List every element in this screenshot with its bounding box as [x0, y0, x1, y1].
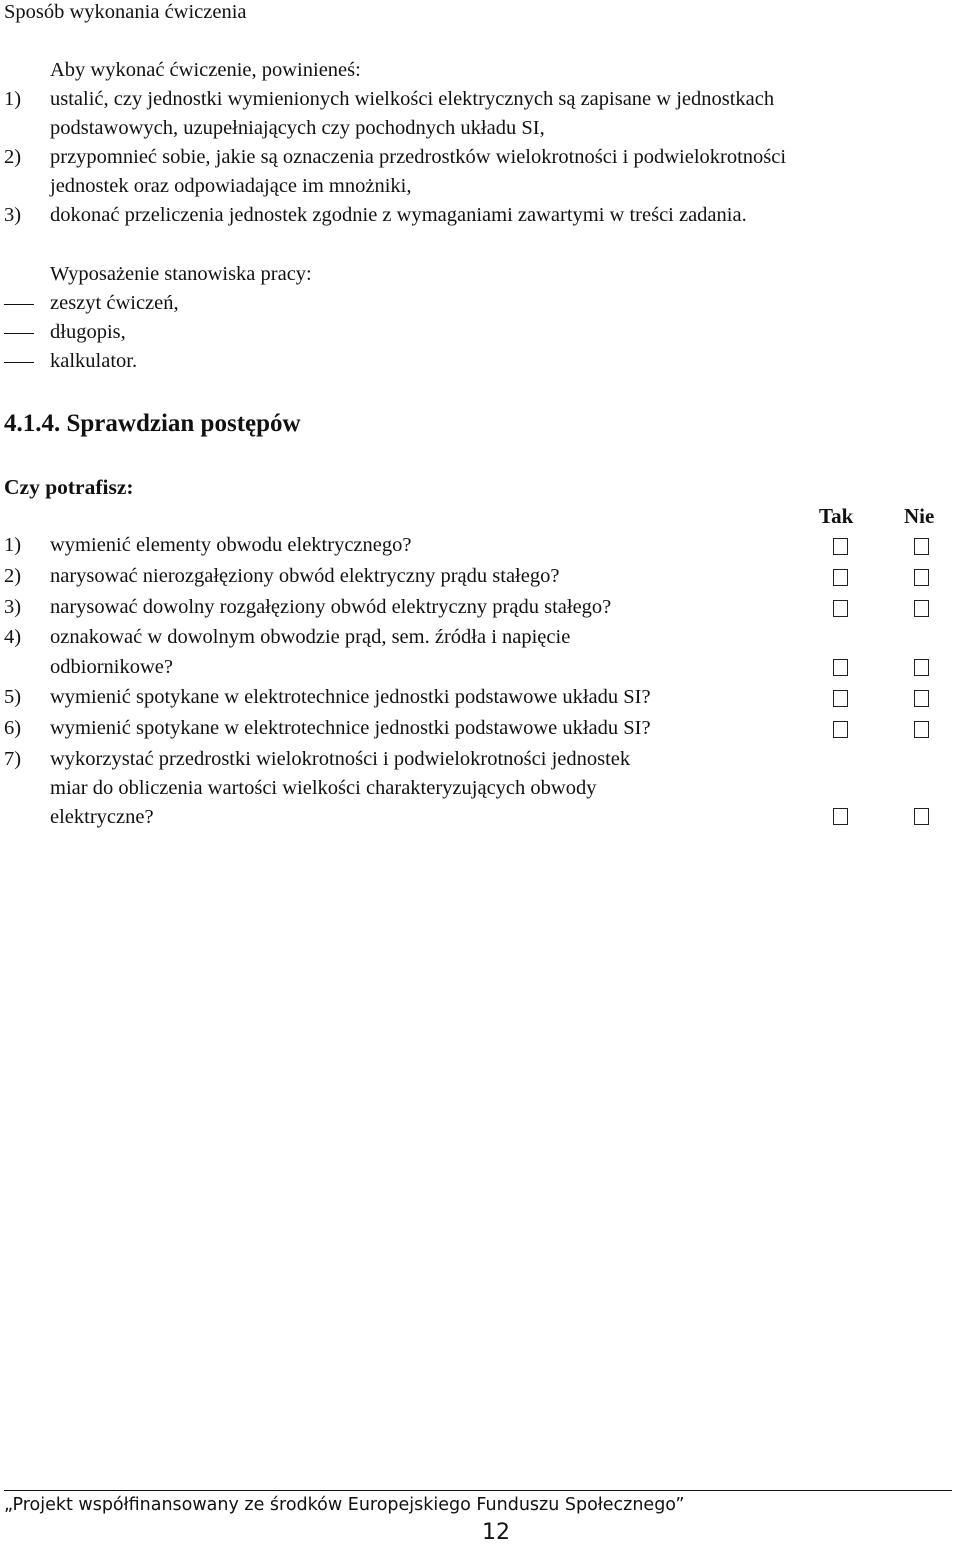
equipment-item-label: długopis,: [50, 321, 126, 343]
question-text: wymienić spotykane w elektrotechnice jednostki podstawowe układu SI?: [50, 686, 651, 708]
question-number: 5): [4, 686, 22, 708]
yes-checkbox[interactable]: [833, 690, 848, 707]
column-yes-header: Tak: [819, 504, 854, 528]
method-heading: Sposób wykonania ćwiczenia: [4, 1, 247, 23]
question-number: 2): [4, 565, 22, 587]
step-number: 2): [4, 146, 22, 168]
question-text: wymienić elementy obwodu elektrycznego?: [50, 534, 412, 556]
step-number: 3): [4, 204, 22, 226]
step-text: ustalić, czy jednostki wymienionych wielkości elektrycznych są zapisane w jednostkach: [50, 88, 775, 110]
step-text: przypomnieć sobie, jakie są oznaczenia przedrostków wielokrotności i podwielokrotności: [50, 146, 787, 168]
question-text: wykorzystać przedrostki wielokrotności i podwielokrotności jednostek: [50, 748, 631, 770]
no-checkbox[interactable]: [914, 690, 929, 707]
question-intro: Czy potrafisz:: [4, 475, 134, 499]
column-no-header: Nie: [904, 504, 935, 528]
question-text: narysować nierozgałęziony obwód elektryczny prądu stałego?: [50, 565, 560, 587]
dash-bullet-icon: [4, 333, 34, 334]
question-text: elektryczne?: [50, 806, 154, 828]
question-text: narysować dowolny rozgałęziony obwód elektryczny prądu stałego?: [50, 596, 612, 618]
question-text: miar do obliczenia wartości wielkości charakteryzujących obwody: [50, 777, 597, 799]
question-number: 7): [4, 748, 22, 770]
yes-checkbox[interactable]: [833, 538, 848, 555]
question-text: wymienić spotykane w elektrotechnice jednostki podstawowe układu SI?: [50, 717, 651, 739]
no-checkbox[interactable]: [914, 600, 929, 617]
step-number: 1): [4, 88, 22, 110]
section-title: 4.1.4. Sprawdzian postępów: [4, 410, 301, 437]
question-text: odbiornikowe?: [50, 656, 173, 678]
no-checkbox[interactable]: [914, 569, 929, 586]
yes-checkbox[interactable]: [833, 721, 848, 738]
step-text: podstawowych, uzupełniających czy pochodnych układu SI,: [50, 117, 545, 139]
yes-checkbox[interactable]: [833, 600, 848, 617]
no-checkbox[interactable]: [914, 808, 929, 825]
yes-checkbox[interactable]: [833, 659, 848, 676]
question-number: 6): [4, 717, 22, 739]
question-number: 3): [4, 596, 22, 618]
equipment-item-label: zeszyt ćwiczeń,: [50, 292, 179, 314]
footer-text: „Projekt współfinansowany ze środków Europejskiego Funduszu Społecznego”: [4, 1495, 685, 1515]
no-checkbox[interactable]: [914, 721, 929, 738]
step-text: dokonać przeliczenia jednostek zgodnie z wymaganiami zawartymi w treści zadania.: [50, 204, 747, 226]
question-number: 1): [4, 534, 22, 556]
page-number: 12: [482, 1520, 510, 1545]
no-checkbox[interactable]: [914, 659, 929, 676]
equipment-heading: Wyposażenie stanowiska pracy:: [50, 263, 312, 285]
yes-checkbox[interactable]: [833, 808, 848, 825]
yes-checkbox[interactable]: [833, 569, 848, 586]
equipment-item-label: kalkulator.: [50, 350, 138, 372]
step-text: jednostek oraz odpowiadające im mnożniki,: [50, 175, 412, 197]
dash-bullet-icon: [4, 304, 34, 305]
dash-bullet-icon: [4, 362, 34, 363]
no-checkbox[interactable]: [914, 538, 929, 555]
method-intro: Aby wykonać ćwiczenie, powinieneś:: [50, 59, 361, 81]
question-text: oznakować w dowolnym obwodzie prąd, sem. źródła i napięcie: [50, 626, 571, 648]
question-number: 4): [4, 626, 22, 648]
footer-divider: [4, 1490, 952, 1491]
